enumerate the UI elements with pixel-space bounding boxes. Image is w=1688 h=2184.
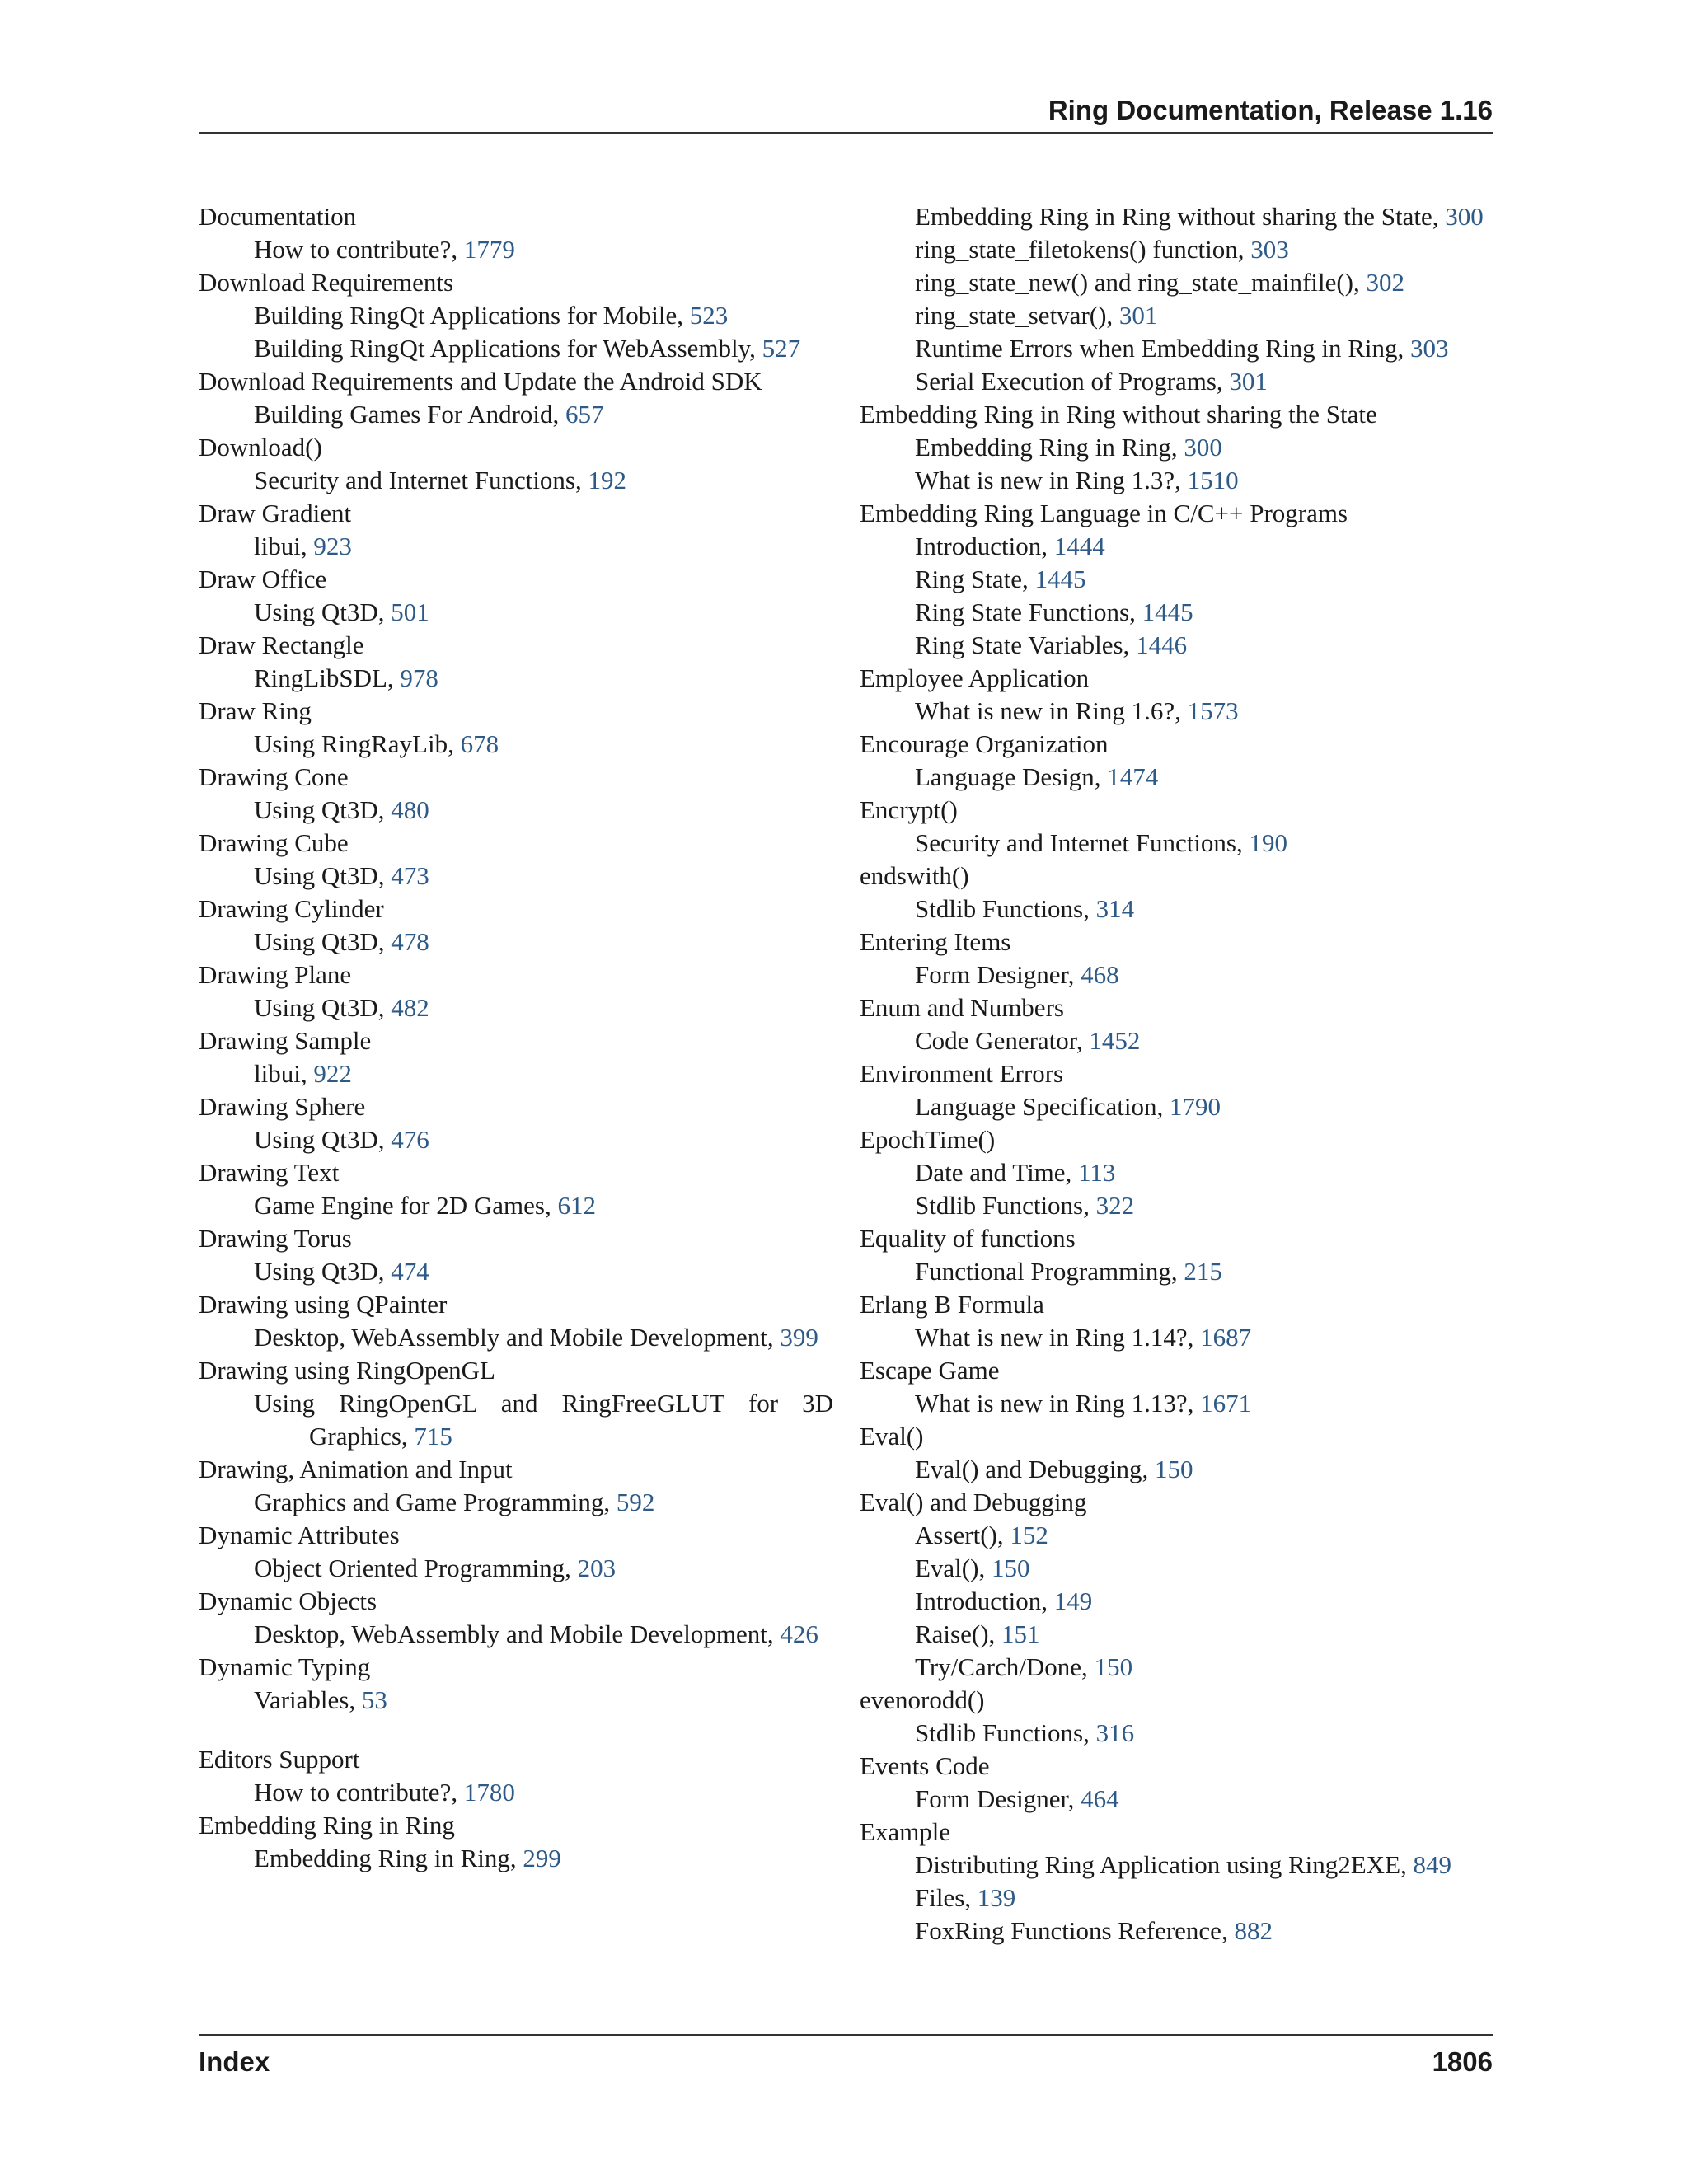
- index-subentry: [860, 1717, 1494, 1750]
- index-subentry: [860, 233, 1494, 266]
- index-term: Drawing Text: [199, 1158, 340, 1187]
- index-subentry: [860, 596, 1494, 629]
- index-subentry: [860, 1024, 1494, 1057]
- index-term: Eval() and Debugging: [860, 1488, 1087, 1516]
- index-term: Draw Gradient: [199, 499, 352, 527]
- subentry-text: Language Specification,: [915, 1092, 1170, 1121]
- index-term: Download Requirements: [199, 268, 454, 297]
- page-link[interactable]: 592: [616, 1488, 655, 1516]
- index-subentry: [199, 1552, 833, 1585]
- index-term: endswith(): [860, 861, 969, 890]
- index-subentry: [199, 464, 833, 497]
- page-link[interactable]: 192: [588, 466, 626, 494]
- page-link[interactable]: 190: [1249, 828, 1287, 857]
- subentry-text: Distributing Ring Application using Ring2EXE,: [915, 1850, 1414, 1879]
- index-entry: [860, 728, 1494, 794]
- subentry-text: Form Designer,: [915, 960, 1081, 989]
- index-subentry: [199, 1486, 833, 1519]
- index-term: Drawing Cylinder: [199, 894, 384, 923]
- subentry-text: Raise(),: [915, 1619, 1002, 1648]
- index-entry: [860, 1354, 1494, 1420]
- index-term: Download Requirements and Update the Android SDK: [199, 367, 762, 396]
- index-subentry: [860, 893, 1494, 926]
- page-link[interactable]: 978: [400, 663, 438, 692]
- index-term: Drawing Plane: [199, 960, 352, 989]
- page-link[interactable]: 1780: [463, 1778, 515, 1807]
- index-subentry: [860, 629, 1494, 662]
- index-entry: [199, 1354, 833, 1453]
- page-link[interactable]: 301: [1229, 367, 1268, 396]
- subentry-text: Eval() and Debugging,: [915, 1455, 1155, 1483]
- subentry-text: Date and Time,: [915, 1158, 1079, 1187]
- subentry-text: Graphics and Game Programming,: [254, 1488, 617, 1516]
- index-term: Employee Application: [860, 663, 1090, 692]
- page-link[interactable]: 849: [1413, 1850, 1451, 1879]
- index-column-left: [199, 200, 833, 1875]
- index-term: Draw Ring: [199, 696, 312, 725]
- index-entry: [860, 1057, 1494, 1123]
- index-term: Environment Errors: [860, 1059, 1064, 1088]
- page-link[interactable]: 299: [523, 1844, 561, 1872]
- index-term: Drawing using RingOpenGL: [199, 1356, 495, 1385]
- index-subentry: [199, 1618, 833, 1651]
- subentry-text: Serial Execution of Programs,: [915, 367, 1230, 396]
- page-link[interactable]: 468: [1081, 960, 1119, 989]
- index-term: Drawing Sphere: [199, 1092, 366, 1121]
- subentry-text: How to contribute?,: [254, 235, 464, 264]
- index-subentry: [199, 1255, 833, 1288]
- subentry-text: Using Qt3D,: [254, 927, 392, 956]
- index-entry: [860, 497, 1494, 662]
- page-link[interactable]: 139: [977, 1883, 1016, 1912]
- subentry-text: FoxRing Functions Reference,: [915, 1916, 1235, 1945]
- index-subentry: [860, 563, 1494, 596]
- index-entry: [860, 991, 1494, 1057]
- page-link[interactable]: 501: [391, 598, 429, 626]
- index-term: Embedding Ring in Ring without sharing the State: [860, 400, 1377, 429]
- index-entry: [199, 1453, 833, 1519]
- index-subentry: [199, 530, 833, 563]
- index-subentry: [199, 1842, 833, 1875]
- index-subentry: [860, 1552, 1494, 1585]
- subentry-text: Variables,: [254, 1685, 362, 1714]
- index-subentry: [860, 958, 1494, 991]
- index-term: Escape Game: [860, 1356, 1000, 1385]
- subentry-text: Embedding Ring in Ring,: [254, 1844, 523, 1872]
- index-subentry: [860, 266, 1494, 299]
- page-link[interactable]: 322: [1095, 1191, 1135, 1220]
- index-entry: [860, 200, 1494, 398]
- page-link[interactable]: 303: [1250, 235, 1289, 264]
- page-link[interactable]: 1779: [463, 235, 515, 264]
- index-term: Drawing Torus: [199, 1224, 352, 1253]
- page-link[interactable]: 882: [1234, 1916, 1273, 1945]
- index-term: Drawing using QPainter: [199, 1290, 448, 1319]
- index-entry: [199, 761, 833, 827]
- page-link[interactable]: 478: [391, 927, 429, 956]
- page-link[interactable]: 152: [1010, 1521, 1048, 1549]
- subentry-text: What is new in Ring 1.6?,: [915, 696, 1188, 725]
- index-subentry: [199, 1321, 833, 1354]
- index-term: Embedding Ring in Ring: [199, 1811, 455, 1840]
- subentry-text: Security and Internet Functions,: [254, 466, 588, 494]
- footer-section-label: Index: [199, 2046, 270, 2077]
- index-subentry: [860, 365, 1494, 398]
- index-subentry: [860, 200, 1494, 233]
- index-subentry: [199, 1387, 833, 1453]
- index-entry: [199, 497, 833, 563]
- index-term: Editors Support: [199, 1745, 360, 1774]
- page-link[interactable]: 300: [1445, 202, 1484, 231]
- document-title: Ring Documentation, Release 1.16: [1048, 95, 1493, 125]
- subentry-text: Try/Carch/Done,: [915, 1652, 1095, 1681]
- subentry-text: Using Qt3D,: [254, 993, 392, 1022]
- index-subentry: [860, 1255, 1494, 1288]
- page-link[interactable]: 464: [1081, 1784, 1119, 1813]
- index-subentry: [860, 1585, 1494, 1618]
- page-link[interactable]: 474: [391, 1257, 429, 1286]
- subentry-text: Ring State,: [915, 565, 1035, 593]
- subentry-text: What is new in Ring 1.13?,: [915, 1389, 1201, 1418]
- index-entry: [199, 1156, 833, 1222]
- index-entry: [199, 1651, 833, 1717]
- index-entry: [860, 662, 1494, 728]
- subentry-text: Using Qt3D,: [254, 1257, 392, 1286]
- index-subentry: [199, 398, 833, 431]
- index-subentry: [860, 431, 1494, 464]
- page-link[interactable]: 678: [460, 729, 499, 758]
- subentry-text: Embedding Ring in Ring,: [915, 433, 1184, 462]
- page-number: 1806: [1432, 2046, 1493, 2077]
- subentry-text: Security and Internet Functions,: [915, 828, 1250, 857]
- page-link[interactable]: 316: [1095, 1718, 1135, 1747]
- page-link[interactable]: 215: [1184, 1257, 1222, 1286]
- index-term: Download(): [199, 433, 322, 462]
- subentry-text: How to contribute?,: [254, 1778, 464, 1807]
- subentry-text: What is new in Ring 1.3?,: [915, 466, 1188, 494]
- index-subentry: [860, 761, 1494, 794]
- index-entry: [199, 629, 833, 695]
- index-term: Entering Items: [860, 927, 1011, 956]
- index-entry: [199, 893, 833, 958]
- index-subentry: [199, 332, 833, 365]
- subentry-text: Functional Programming,: [915, 1257, 1184, 1286]
- page-link[interactable]: 1452: [1089, 1026, 1141, 1055]
- subentry-text: What is new in Ring 1.14?,: [915, 1323, 1201, 1352]
- index-subentry: [199, 1189, 833, 1222]
- index-subentry: [199, 596, 833, 629]
- page-link[interactable]: 150: [1094, 1652, 1133, 1681]
- index-column-right: [860, 200, 1494, 1947]
- index-subentry: [860, 1090, 1494, 1123]
- subentry-text: Introduction,: [915, 532, 1054, 560]
- subentry-text: Ring State Functions,: [915, 598, 1142, 626]
- index-subentry: [860, 1519, 1494, 1552]
- index-entry: [860, 1684, 1494, 1750]
- subentry-text: Using RingOpenGL and RingFreeGLUT for 3D Graphics,: [254, 1389, 833, 1451]
- index-term: Erlang B Formula: [860, 1290, 1044, 1319]
- index-term: Dynamic Attributes: [199, 1521, 400, 1549]
- subentry-text: Language Design,: [915, 762, 1108, 791]
- page-link[interactable]: 1445: [1142, 598, 1193, 626]
- index-entry: [860, 1420, 1494, 1486]
- page-link[interactable]: 1510: [1187, 466, 1239, 494]
- page-link[interactable]: 1687: [1200, 1323, 1252, 1352]
- index-entry: [199, 1222, 833, 1288]
- index-term: Encrypt(): [860, 795, 958, 824]
- index-subentry: [199, 299, 833, 332]
- subentry-text: ring_state_setvar(),: [915, 301, 1119, 330]
- page-link[interactable]: 922: [313, 1059, 352, 1088]
- index-term: Drawing, Animation and Input: [199, 1455, 513, 1483]
- index-term: Eval(): [860, 1422, 924, 1451]
- index-subentry: [860, 1783, 1494, 1816]
- index-subentry: [860, 1882, 1494, 1915]
- index-term: evenorodd(): [860, 1685, 985, 1714]
- index-subentry: [860, 332, 1494, 365]
- page-link[interactable]: 399: [780, 1323, 818, 1352]
- index-term: EpochTime(): [860, 1125, 996, 1154]
- page-link[interactable]: 1474: [1107, 762, 1159, 791]
- subentry-text: Stdlib Functions,: [915, 1718, 1096, 1747]
- subentry-text: Object Oriented Programming,: [254, 1554, 578, 1582]
- index-entry: [199, 200, 833, 266]
- page-link[interactable]: 150: [991, 1554, 1030, 1582]
- index-entry: [199, 1743, 833, 1809]
- page-link[interactable]: 527: [762, 334, 801, 363]
- subentry-text: Building RingQt Applications for WebAssembly,: [254, 334, 762, 363]
- index-subentry: [860, 695, 1494, 728]
- subentry-text: Assert(),: [915, 1521, 1010, 1549]
- page-link[interactable]: 300: [1184, 433, 1222, 462]
- subentry-text: Using Qt3D,: [254, 598, 392, 626]
- subentry-text: Using Qt3D,: [254, 795, 392, 824]
- index-entry: [860, 860, 1494, 926]
- page-link[interactable]: 482: [391, 993, 429, 1022]
- page-link[interactable]: 1444: [1053, 532, 1105, 560]
- index-entry: [199, 1288, 833, 1354]
- index-entry: [860, 1288, 1494, 1354]
- index-subentry: [860, 464, 1494, 497]
- page-footer: [199, 2034, 1493, 2077]
- subentry-text: Game Engine for 2D Games,: [254, 1191, 558, 1220]
- page-link[interactable]: 715: [414, 1422, 452, 1451]
- index-term: Equality of functions: [860, 1224, 1076, 1253]
- subentry-text: Eval(),: [915, 1554, 992, 1582]
- page-link[interactable]: 113: [1078, 1158, 1116, 1187]
- index-entry: [860, 1222, 1494, 1288]
- subentry-text: Building RingQt Applications for Mobile,: [254, 301, 690, 330]
- index-term: Events Code: [860, 1751, 990, 1780]
- index-entry: [860, 1750, 1494, 1816]
- index-term: Draw Office: [199, 565, 327, 593]
- index-subentry: [860, 1189, 1494, 1222]
- subentry-text: Form Designer,: [915, 1784, 1081, 1813]
- page-link[interactable]: 151: [1001, 1619, 1040, 1648]
- index-subentry: [199, 662, 833, 695]
- subentry-text: Ring State Variables,: [915, 630, 1137, 659]
- index-subentry: [860, 1321, 1494, 1354]
- index-subentry: [860, 1849, 1494, 1882]
- index-subentry: [199, 794, 833, 827]
- subentry-text: ring_state_filetokens() function,: [915, 235, 1251, 264]
- index-entry: [860, 1816, 1494, 1947]
- index-term: Encourage Organization: [860, 729, 1109, 758]
- index-entry: [199, 431, 833, 497]
- index-entry: [199, 827, 833, 893]
- subentry-text: ring_state_new() and ring_state_mainfile(),: [915, 268, 1367, 297]
- index-subentry: [860, 1453, 1494, 1486]
- index-subentry: [199, 1123, 833, 1156]
- subentry-text: Using RingRayLib,: [254, 729, 461, 758]
- page-link[interactable]: 314: [1095, 894, 1135, 923]
- index-entry: [199, 365, 833, 431]
- index-entry: [199, 1809, 833, 1875]
- page-link[interactable]: 1446: [1136, 630, 1188, 659]
- index-subentry: [860, 1618, 1494, 1651]
- subentry-text: Stdlib Functions,: [915, 1191, 1096, 1220]
- index-term: Drawing Sample: [199, 1026, 372, 1055]
- subentry-text: Runtime Errors when Embedding Ring in Ring,: [915, 334, 1411, 363]
- index-subentry: [860, 1651, 1494, 1684]
- index-entry: [199, 1585, 833, 1651]
- index-subentry: [860, 827, 1494, 860]
- subentry-text: Using Qt3D,: [254, 861, 392, 890]
- index-subentry: [860, 299, 1494, 332]
- index-subentry: [199, 991, 833, 1024]
- page-header: [199, 92, 1493, 134]
- subentry-text: Code Generator,: [915, 1026, 1090, 1055]
- index-subentry: [860, 1387, 1494, 1420]
- index-subentry: [860, 530, 1494, 563]
- page-link[interactable]: 476: [391, 1125, 429, 1154]
- subentry-text: Embedding Ring in Ring without sharing the State,: [915, 202, 1446, 231]
- subentry-text: Introduction,: [915, 1586, 1054, 1615]
- page-link[interactable]: 149: [1053, 1586, 1093, 1615]
- subentry-text: libui,: [254, 1059, 314, 1088]
- index-entry: [860, 1486, 1494, 1684]
- page-link[interactable]: 923: [313, 532, 352, 560]
- page-link[interactable]: 612: [557, 1191, 596, 1220]
- index-subentry: [199, 926, 833, 958]
- page-link[interactable]: 1790: [1170, 1092, 1221, 1121]
- index-entry: [199, 958, 833, 1024]
- index-term: Enum and Numbers: [860, 993, 1064, 1022]
- index-term: Drawing Cone: [199, 762, 349, 791]
- page-link[interactable]: 303: [1410, 334, 1449, 363]
- page-link[interactable]: 426: [780, 1619, 818, 1648]
- index-subentry: [199, 728, 833, 761]
- index-term: Embedding Ring Language in C/C++ Programs: [860, 499, 1348, 527]
- page-link[interactable]: 53: [361, 1685, 387, 1714]
- page-link[interactable]: 480: [391, 795, 429, 824]
- index-entry: [199, 1090, 833, 1156]
- index-term: Drawing Cube: [199, 828, 349, 857]
- index-subentry: [860, 1156, 1494, 1189]
- page-link[interactable]: 1573: [1187, 696, 1239, 725]
- subentry-text: libui,: [254, 532, 314, 560]
- page-link[interactable]: 473: [391, 861, 429, 890]
- page-link[interactable]: 1445: [1034, 565, 1086, 593]
- index-entry: [199, 695, 833, 761]
- page-link[interactable]: 523: [689, 301, 729, 330]
- index-subentry: [860, 1915, 1494, 1947]
- index-entry: [860, 1123, 1494, 1222]
- page-link[interactable]: 301: [1118, 301, 1158, 330]
- index-entry: [860, 926, 1494, 991]
- page-link[interactable]: 657: [565, 400, 604, 429]
- page-link[interactable]: 302: [1366, 268, 1404, 297]
- index-entry: [860, 794, 1494, 860]
- index-entry: [199, 1024, 833, 1090]
- index-entry: [199, 563, 833, 629]
- index-subentry: [199, 1684, 833, 1717]
- page-link[interactable]: 1671: [1200, 1389, 1252, 1418]
- subentry-text: Building Games For Android,: [254, 400, 566, 429]
- index-subentry: [199, 860, 833, 893]
- subentry-text: Desktop, WebAssembly and Mobile Development,: [254, 1323, 781, 1352]
- page-link[interactable]: 150: [1154, 1455, 1193, 1483]
- subentry-text: Stdlib Functions,: [915, 894, 1096, 923]
- page-link[interactable]: 203: [577, 1554, 617, 1582]
- index-subentry: [199, 1057, 833, 1090]
- subentry-text: RingLibSDL,: [254, 663, 401, 692]
- subentry-text: Desktop, WebAssembly and Mobile Development,: [254, 1619, 781, 1648]
- index-term: Dynamic Typing: [199, 1652, 371, 1681]
- subentry-text: Using Qt3D,: [254, 1125, 392, 1154]
- index-entry: [199, 1519, 833, 1585]
- subentry-text: Files,: [915, 1883, 978, 1912]
- index-term: Dynamic Objects: [199, 1586, 377, 1615]
- index-term: Documentation: [199, 202, 357, 231]
- index-subentry: [199, 1776, 833, 1809]
- index-entry: [860, 398, 1494, 497]
- index-entry: [199, 266, 833, 365]
- index-term: Draw Rectangle: [199, 630, 364, 659]
- index-subentry: [199, 233, 833, 266]
- index-term: Example: [860, 1817, 951, 1846]
